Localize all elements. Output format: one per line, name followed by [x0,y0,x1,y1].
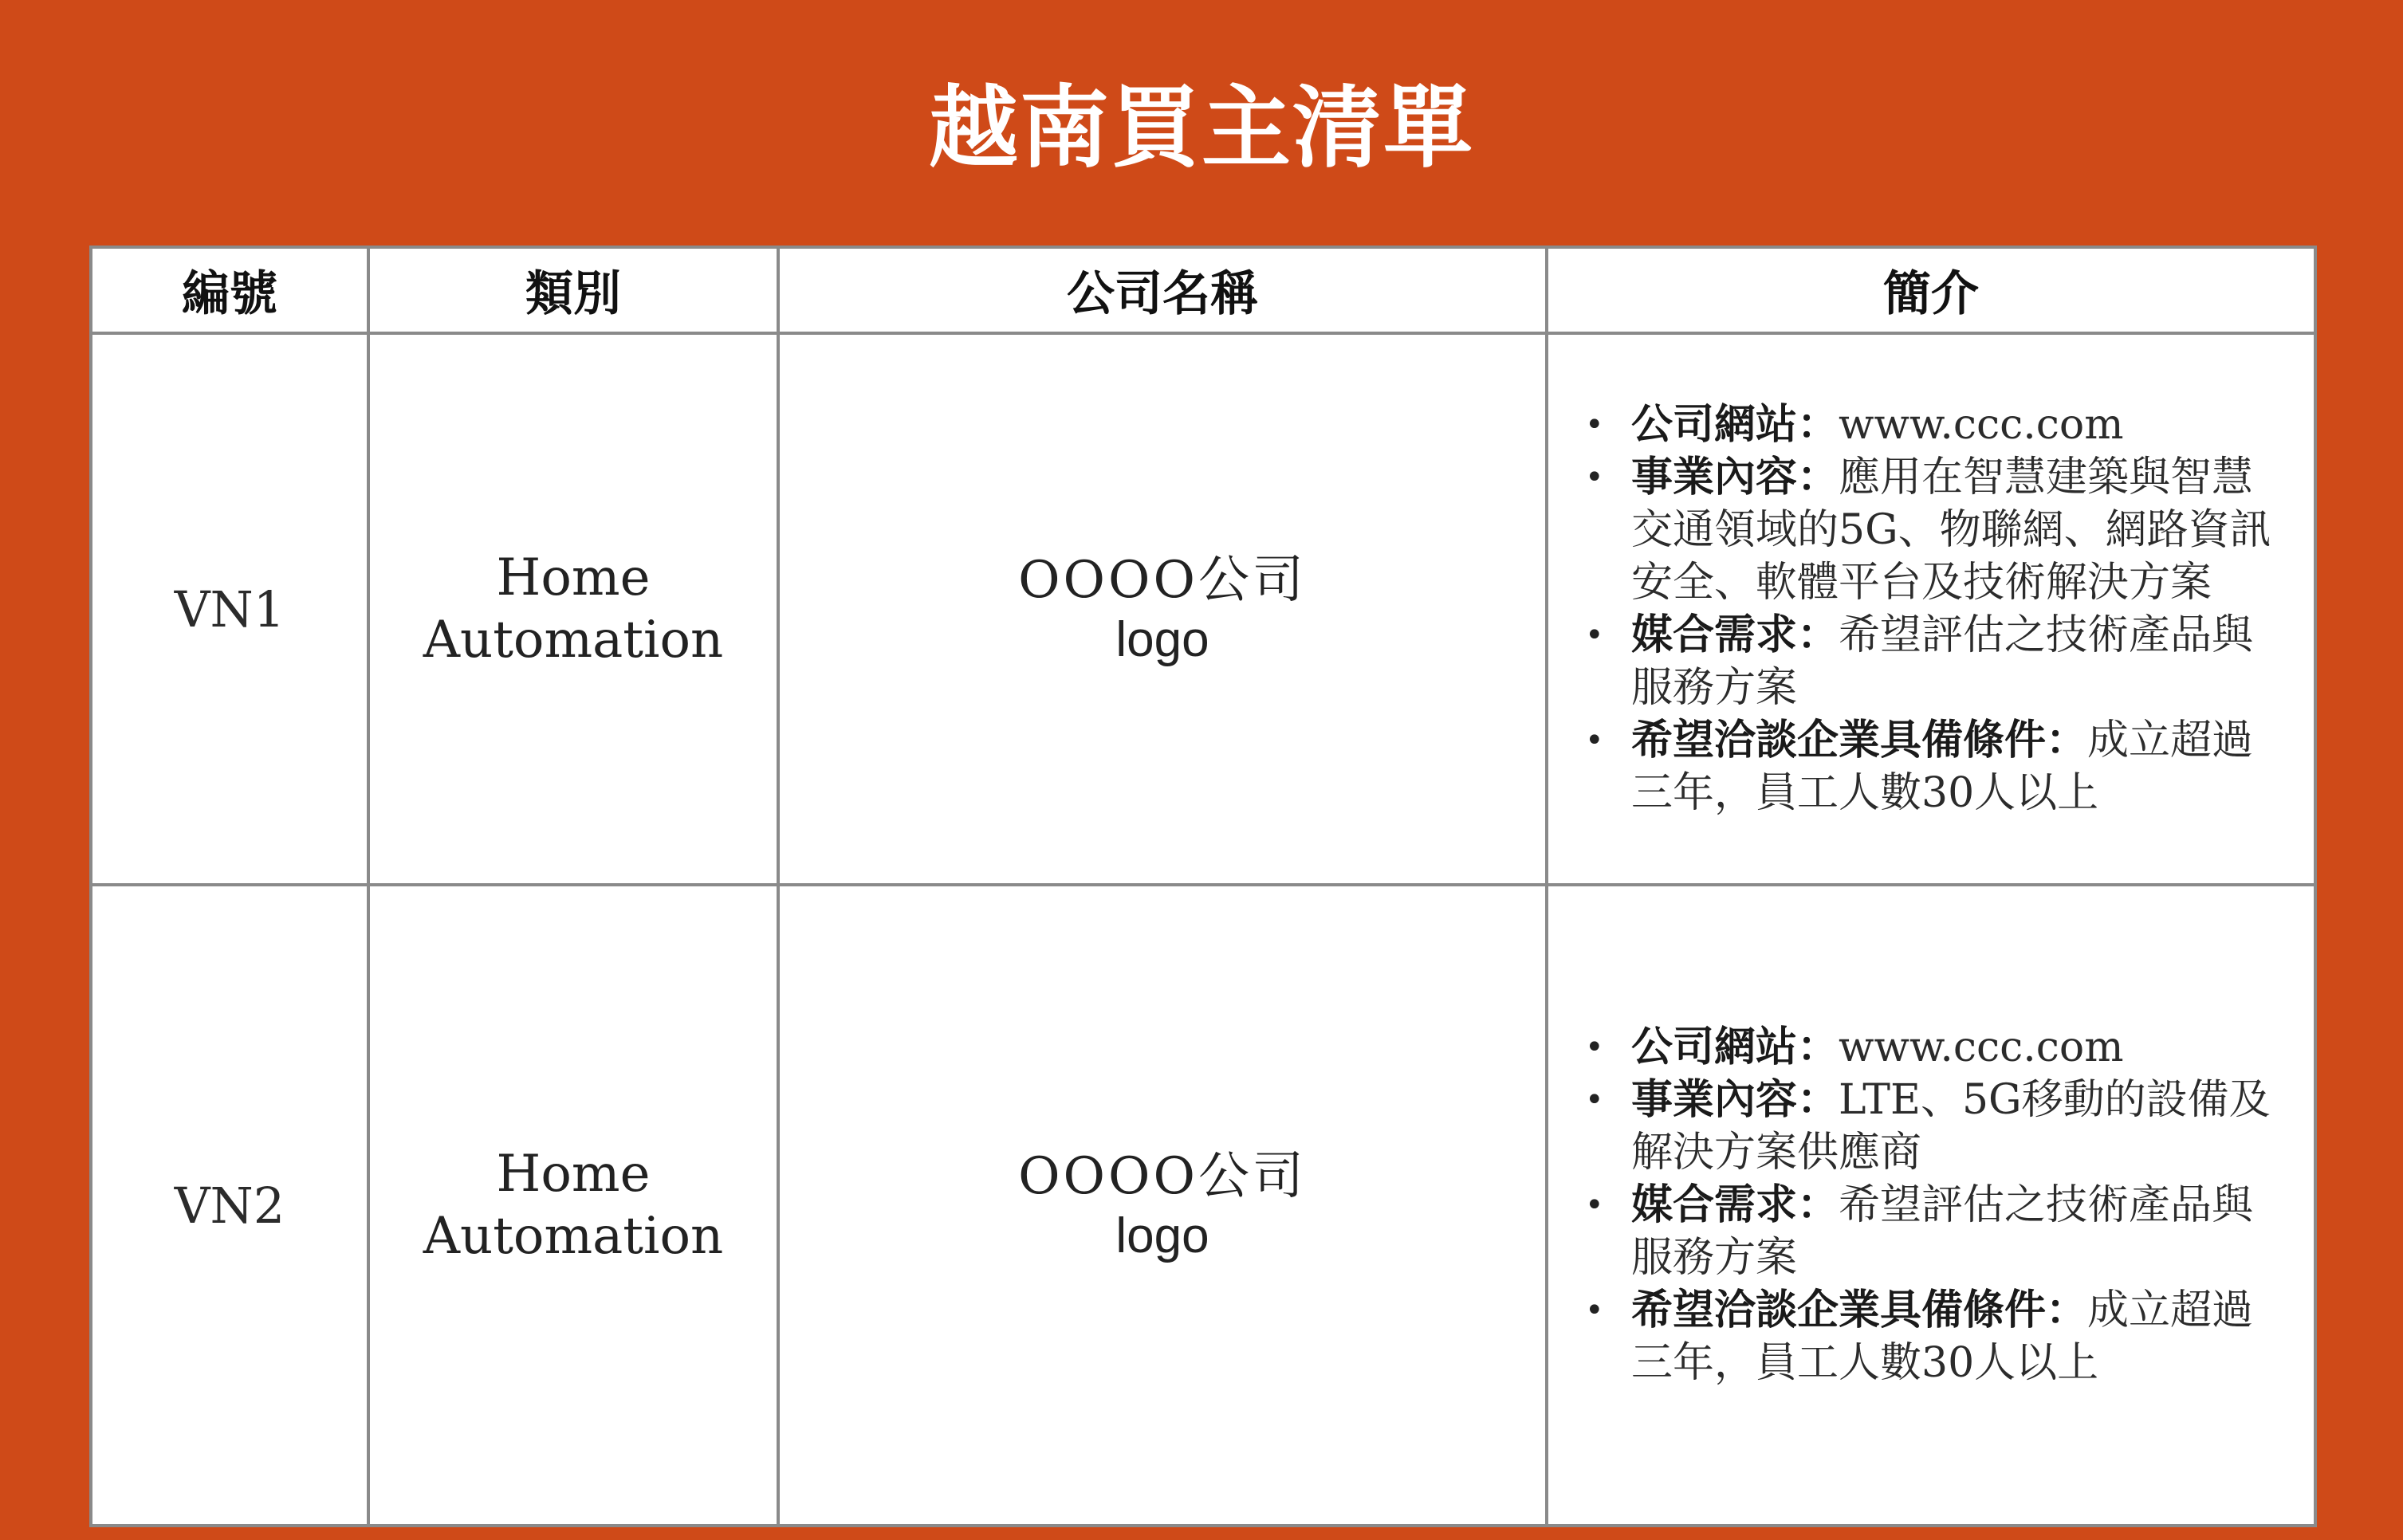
category-cell [368,885,778,1526]
intro-cell [1547,333,2315,885]
company-name: OOOO公司 [1018,551,1307,610]
row-category: Home Automation [423,548,724,670]
intro-list [1548,1021,2314,1389]
intro-cell [1547,885,2315,1526]
company-cell [778,885,1547,1526]
buyer-table [89,246,2317,1527]
company-logo-placeholder: logo [1115,1208,1209,1263]
intro-label: 公司網站： [1631,400,1839,449]
table-row [91,333,2315,885]
intro-item-website [1580,399,2295,451]
table-header-row [91,247,2315,333]
intro-item-website [1580,1021,2295,1074]
intro-item-requirements [1580,714,2295,819]
header-id: 編號 [91,247,368,333]
intro-value: 希望評估之技術產品與服務方案 [1631,611,2254,712]
intro-item-business [1580,1074,2295,1179]
intro-list [1548,399,2314,819]
bullet-dot-icon: • [1585,459,1604,496]
bullet-dot-icon: • [1585,1187,1604,1224]
intro-value: www.ccc.com [1839,401,2124,449]
company-cell [778,333,1547,885]
intro-label: 媒合需求： [1631,1181,1839,1229]
intro-item-needs [1580,1179,2295,1284]
intro-value: 成立超過三年，員工人數30人以上 [1631,717,2254,817]
bullet-dot-icon: • [1585,722,1604,759]
intro-value: 成立超過三年，員工人數30人以上 [1631,1287,2254,1387]
header-intro: 簡介 [1547,247,2315,333]
id-cell [91,333,368,885]
intro-item-requirements [1580,1284,2295,1389]
company-logo-placeholder: logo [1115,612,1209,667]
intro-label: 事業內容： [1631,453,1839,501]
intro-value: LTE、5G移動的設備及解決方案供應商 [1631,1076,2271,1177]
page-title: 越南買主清單 [929,76,1474,180]
intro-label: 希望洽談企業具備條件： [1631,1286,2088,1334]
category-cell [368,333,778,885]
id-cell [91,885,368,1526]
row-category: Home Automation [423,1145,724,1266]
intro-item-business [1580,451,2295,609]
bullet-dot-icon: • [1585,1292,1604,1329]
header-category: 類別 [368,247,778,333]
intro-label: 公司網站： [1631,1023,1839,1071]
company-name: OOOO公司 [1018,1147,1307,1206]
intro-value: www.ccc.com [1839,1023,2124,1071]
bullet-dot-icon: • [1585,1082,1604,1118]
row-id: VN1 [174,579,285,638]
intro-label: 媒合需求： [1631,611,1839,659]
header-company: 公司名稱 [778,247,1547,333]
row-id: VN2 [174,1176,285,1235]
intro-label: 事業內容： [1631,1075,1839,1124]
bullet-dot-icon: • [1585,1029,1604,1066]
intro-item-needs [1580,609,2295,714]
intro-value: 應用在智慧建築與智慧交通領域的5G、物聯網、網路資訊安全、軟體平台及技術解決方案 [1631,454,2271,607]
table-row [91,885,2315,1526]
bullet-dot-icon: • [1585,407,1604,443]
intro-value: 希望評估之技術產品與服務方案 [1631,1181,2254,1282]
bullet-dot-icon: • [1585,617,1604,654]
intro-label: 希望洽談企業具備條件： [1631,716,2088,764]
